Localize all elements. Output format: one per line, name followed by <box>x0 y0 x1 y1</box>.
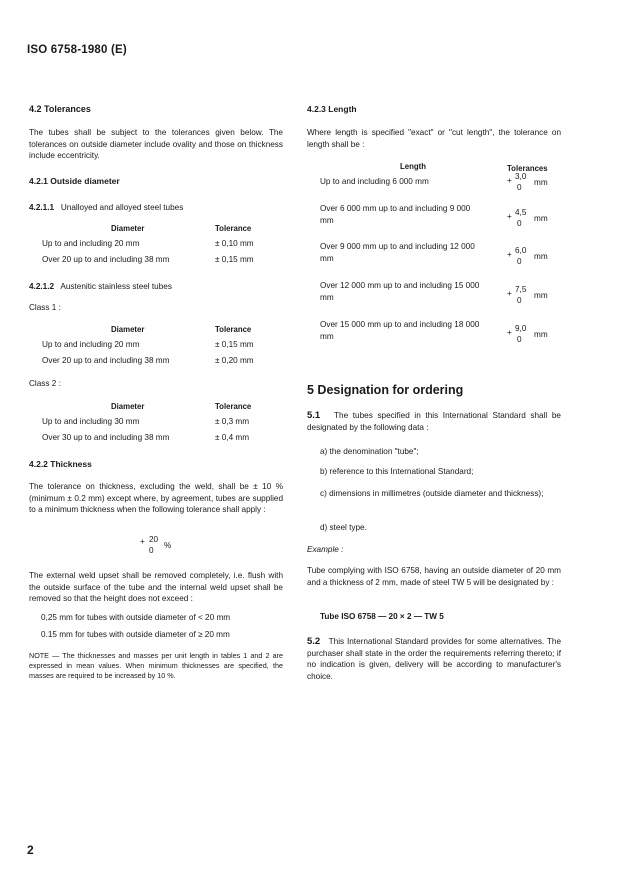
tolerance-unit: mm <box>534 214 548 223</box>
formula-sign: + <box>140 537 145 546</box>
table1-header-diameter: Diameter <box>111 224 145 233</box>
length-row1-length: Up to and including 6 000 mm <box>320 177 429 186</box>
table2-header-tolerance: Tolerance <box>215 325 252 334</box>
table2-header-diameter: Diameter <box>111 325 145 334</box>
tolerance-lower: 0 <box>517 183 522 192</box>
example-label: Example : <box>307 545 344 554</box>
length-table-header-length: Length <box>400 162 426 171</box>
section-4-2-1-1-title <box>29 202 183 214</box>
tolerance-lower: 0 <box>517 257 522 266</box>
list-item-d: d) steel type. <box>320 523 367 532</box>
tolerance-upper: 7,5 <box>515 285 527 294</box>
tolerance-lower: 0 <box>517 219 522 228</box>
table3-row2-tolerance: ± 0,4 mm <box>215 433 250 442</box>
length-row1-tolerance <box>507 172 552 194</box>
length-row2-length: Over 6 000 mm up to and including 9 000 mm <box>320 204 471 225</box>
table1-row1-diameter: Up to and including 20 mm <box>42 239 140 248</box>
table1-header-tolerance: Tolerance <box>215 224 252 233</box>
section-number: 4.2.1.2 <box>29 282 55 291</box>
section-title-text: Unalloyed and alloyed steel tubes <box>60 203 184 212</box>
section-4-2-1-title: 4.2.1 Outside diameter <box>29 176 120 186</box>
table2-row2-diameter: Over 20 up to and including 38 mm <box>42 356 170 365</box>
list-item-a: a) the denomination "tube"; <box>320 447 419 456</box>
formula-lower: 0 <box>149 546 154 555</box>
section-number: 4.2.1.1 <box>29 203 55 212</box>
tolerance-upper: 9,0 <box>515 324 527 333</box>
class2-label: Class 2 : <box>29 379 61 388</box>
thickness-tolerance-formula <box>140 535 180 559</box>
table3-header-tolerance: Tolerance <box>215 402 252 411</box>
length-row4-tolerance <box>507 285 552 307</box>
tolerance-unit: mm <box>534 330 548 339</box>
page-number: 2 <box>27 843 34 857</box>
section-5-1-body <box>307 410 561 433</box>
length-table-header-tolerances: Tolerances <box>507 164 548 173</box>
table1-row2-diameter: Over 20 up to and including 38 mm <box>42 255 170 264</box>
tolerance-unit: mm <box>534 252 548 261</box>
weld-upset-text: The external weld upset shall be removed completely, i.e. flush with the outside surface of the tube and the internal weld upset shall be removed so that the height does not exceed : <box>29 571 283 604</box>
table3-row1-tolerance: ± 0,3 mm <box>215 417 250 426</box>
length-row4-length: Over 12 000 mm up to and including 15 000 mm <box>320 281 480 302</box>
tolerance-lower: 0 <box>517 296 522 305</box>
example-text: Tube complying with ISO 6758, having an outside diameter of 20 mm and a thickness of 2 mm, made of steel TW 5 will be designated by : <box>307 566 561 587</box>
tolerance-upper: 3,0 <box>515 172 527 181</box>
document-header: ISO 6758-1980 (E) <box>27 44 127 56</box>
section-4-2-3-body: Where length is specified "exact" or "cut length", the tolerance on length shall be : <box>307 128 561 149</box>
section-4-2-2-title: 4.2.2 Thickness <box>29 459 92 469</box>
table1-row1-tolerance: ± 0,10 mm <box>215 239 254 248</box>
table3-row2-diameter: Over 30 up to and including 38 mm <box>42 433 170 442</box>
weld-line-2: 0.15 mm for tubes with outside diameter of ≥ 20 mm <box>41 630 230 639</box>
formula-unit: % <box>164 541 172 550</box>
length-row3-length: Over 9 000 mm up to and including 12 000 mm <box>320 242 475 263</box>
table2-row1-diameter: Up to and including 20 mm <box>42 340 140 349</box>
section-title-text: Austenitic stainless steel tubes <box>60 282 172 291</box>
tolerance-sign: + <box>507 250 512 259</box>
section-5-2-text: This International Standard provides for some alternatives. The purchaser shall state in the order the requirements referring thereto; if no indication is given, delivery will be according to manufacturer's choice. <box>307 637 561 681</box>
section-4-2-3-title: 4.2.3 Length <box>307 104 357 114</box>
tolerance-unit: mm <box>534 291 548 300</box>
length-row3-tolerance <box>507 246 552 268</box>
tolerance-sign: + <box>507 328 512 337</box>
tolerance-unit: mm <box>534 178 548 187</box>
weld-line-1: 0,25 mm for tubes with outside diameter of < 20 mm <box>41 613 231 622</box>
section-5-title: 5 Designation for ordering <box>307 383 464 397</box>
tolerance-upper: 6,0 <box>515 246 527 255</box>
section-4-2-2-body: The tolerance on thickness, excluding the weld, shall be ± 10 % (minimum ± 0.2 mm) except where, by agreement, tubes are supplied to a minimum thickness when the following tolerance shall apply : <box>29 482 283 515</box>
table1-row2-tolerance: ± 0,15 mm <box>215 255 254 264</box>
length-row5-tolerance <box>507 324 552 346</box>
section-number: 5.1 <box>307 410 321 421</box>
section-5-1-text: The tubes specified in this International Standard shall be designated by the following data : <box>307 411 561 432</box>
thickness-note: NOTE — The thicknesses and masses per unit length in tables 1 and 2 are expressed in mean values. When minimum thicknesses are specified, the masses are required to be increased by 10 %. <box>29 651 283 681</box>
section-4-2-1-2-title <box>29 281 172 293</box>
list-item-c: c) dimensions in millimetres (outside diameter and thickness); <box>320 489 544 498</box>
tolerance-lower: 0 <box>517 335 522 344</box>
table2-row2-tolerance: ± 0,20 mm <box>215 356 254 365</box>
length-row2-tolerance <box>507 208 552 230</box>
tolerance-upper: 4,5 <box>515 208 527 217</box>
table2-row1-tolerance: ± 0,15 mm <box>215 340 254 349</box>
list-item-b: b) reference to this International Standard; <box>320 467 474 476</box>
table3-row1-diameter: Up to and including 30 mm <box>42 417 140 426</box>
section-5-2-body <box>307 636 561 682</box>
class1-label: Class 1 : <box>29 303 61 312</box>
table3-header-diameter: Diameter <box>111 402 145 411</box>
section-4-2-title: 4.2 Tolerances <box>29 104 91 114</box>
section-4-2-body: The tubes shall be subject to the tolerances given below. The tolerances on outside diameter include ovality and those on thickness include eccentricity. <box>29 128 283 161</box>
tolerance-sign: + <box>507 289 512 298</box>
formula-upper: 20 <box>149 535 159 544</box>
tolerance-sign: + <box>507 176 512 185</box>
designation-example: Tube ISO 6758 — 20 × 2 — TW 5 <box>320 612 444 621</box>
tolerance-sign: + <box>507 212 512 221</box>
section-number: 5.2 <box>307 636 321 647</box>
length-row5-length: Over 15 000 mm up to and including 18 000 mm <box>320 320 480 341</box>
